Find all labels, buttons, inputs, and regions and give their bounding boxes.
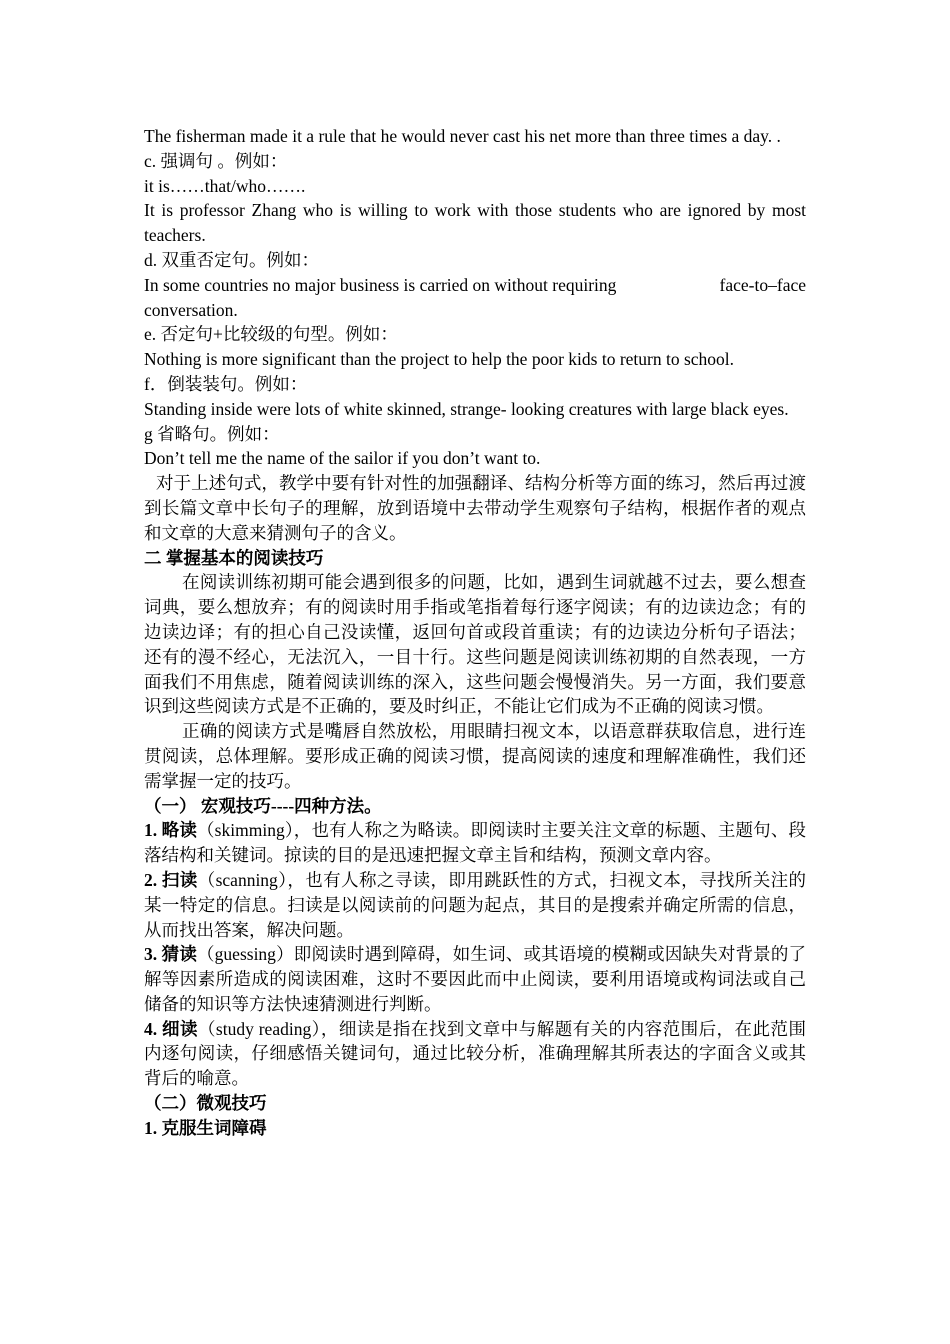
section-2-heading: 二 掌握基本的阅读技巧 (144, 547, 324, 568)
macro-skills-heading: （一） 宏观技巧----四种方法。 (144, 795, 382, 816)
example-g-sentence: Don’t tell me the name of the sailor if you don’t want to. (144, 448, 541, 469)
section-2-paragraph-2: 正确的阅读方式是嘴唇自然放松，用眼睛扫视文本，以语意群获取信息，进行连贯阅读，总体理解。要形成正确的阅读习惯，提高阅读的速度和理解准确性，我们还需掌握一定的技巧。 (144, 721, 806, 791)
macro-item-text: （skimming），也有人称之为略读。即阅读时主要关注文章的标题、主题句、段落结构和关键词。掠读的目的是迅速把握文章主旨和结构，预测文章内容。 (144, 820, 807, 866)
micro-skills-heading: （二）微观技巧 (144, 1093, 267, 1114)
macro-item-text: （study reading），细读是指在找到文章中与解题有关的内容范围后，在此范围内逐句阅读，仔细感悟关键词句，通过比较分析，准确理解其所表达的字面含义或其背后的喻意。 (144, 1018, 806, 1089)
macro-item-label: 3. 猜读 (144, 944, 198, 965)
example-c-sentence: It is professor Zhang who is willing to work with those students who are ignored by most teachers. (144, 200, 806, 246)
macro-item-scanning (144, 868, 806, 942)
document-page (144, 124, 806, 1141)
section-2-paragraph-1: 在阅读训练初期可能会遇到很多的问题，比如，遇到生词就越不过去，要么想查词典，要么想放弃；有的阅读时用手指或笔指着每行逐字阅读；有的边读边念；有的边读边译；有的担心自己没读懂，返回句首或段首重读；有的边读边分析句子语法；还有的漫不经心，无法沉入，一目十行。这些问题是阅读训练初期的自然表现，一方面我们不用焦虑，随着阅读训练的深入，这些问题会慢慢消失。另一方面，我们要意识到这些阅读方式是不正确的，要及时纠正，不能让它们成为不正确的阅读习惯。 (144, 572, 806, 717)
example-e-label: e. 否定句+比较级的句型。例如： (144, 324, 398, 345)
example-d-sentence-cont: conversation. (144, 299, 238, 320)
example-f-label: f．倒装装句。例如： (144, 373, 308, 394)
macro-item-skimming (144, 818, 806, 868)
macro-item-label: 1. 略读 (144, 820, 198, 841)
example-b-sentence: The fisherman made it a rule that he would never cast his net more than three times a day. . (144, 126, 781, 146)
macro-item-guessing (144, 942, 806, 1016)
example-c-pattern: it is……that/who……. (144, 175, 306, 196)
example-d-label: d. 双重否定句。例如： (144, 249, 319, 270)
macro-item-label: 2. 扫读 (144, 869, 198, 890)
example-d-sentence-right: face-to–face (719, 274, 806, 295)
example-e-sentence: Nothing is more significant than the project to help the poor kids to return to school. (144, 349, 735, 370)
example-f-sentence: Standing inside were lots of white skinned, strange- looking creatures with large black eyes. (144, 398, 789, 419)
micro-item-vocabulary: 1. 克服生词障碍 (144, 1117, 267, 1138)
example-d-sentence-left: In some countries no major business is carried on without requiring (144, 274, 617, 295)
macro-item-text: （scanning），也有人称之寻读，即用跳跃性的方式，扫视文本，寻找所关注的某一特定的信息。扫读是以阅读前的问题为起点，其目的是搜索并确定所需的信息，从而找出答案，解决问题。 (144, 869, 806, 940)
example-d-sentence (144, 273, 806, 298)
example-c-label: c. 强调句 。例如： (144, 150, 288, 171)
macro-item-text: （guessing）即阅读时遇到障碍，如生词、或其语境的模糊或因缺失对背景的了解等因素所造成的阅读困难，这时不要因此而中止阅读，要利用语境或构词法或自己储备的知识等方法快速猜测进行判断。 (144, 944, 807, 1014)
summary-paragraph: 对于上述句式，教学中要有针对性的加强翻译、结构分析等方面的练习，然后再过渡到长篇文章中长句子的理解，放到语境中去带动学生观察句子结构，根据作者的观点和文章的大意来猜测句子的含义。 (144, 473, 806, 543)
macro-item-label: 4. 细读 (144, 1018, 198, 1039)
macro-item-study-reading (144, 1017, 806, 1091)
example-g-label: g 省略句。例如： (144, 423, 280, 444)
